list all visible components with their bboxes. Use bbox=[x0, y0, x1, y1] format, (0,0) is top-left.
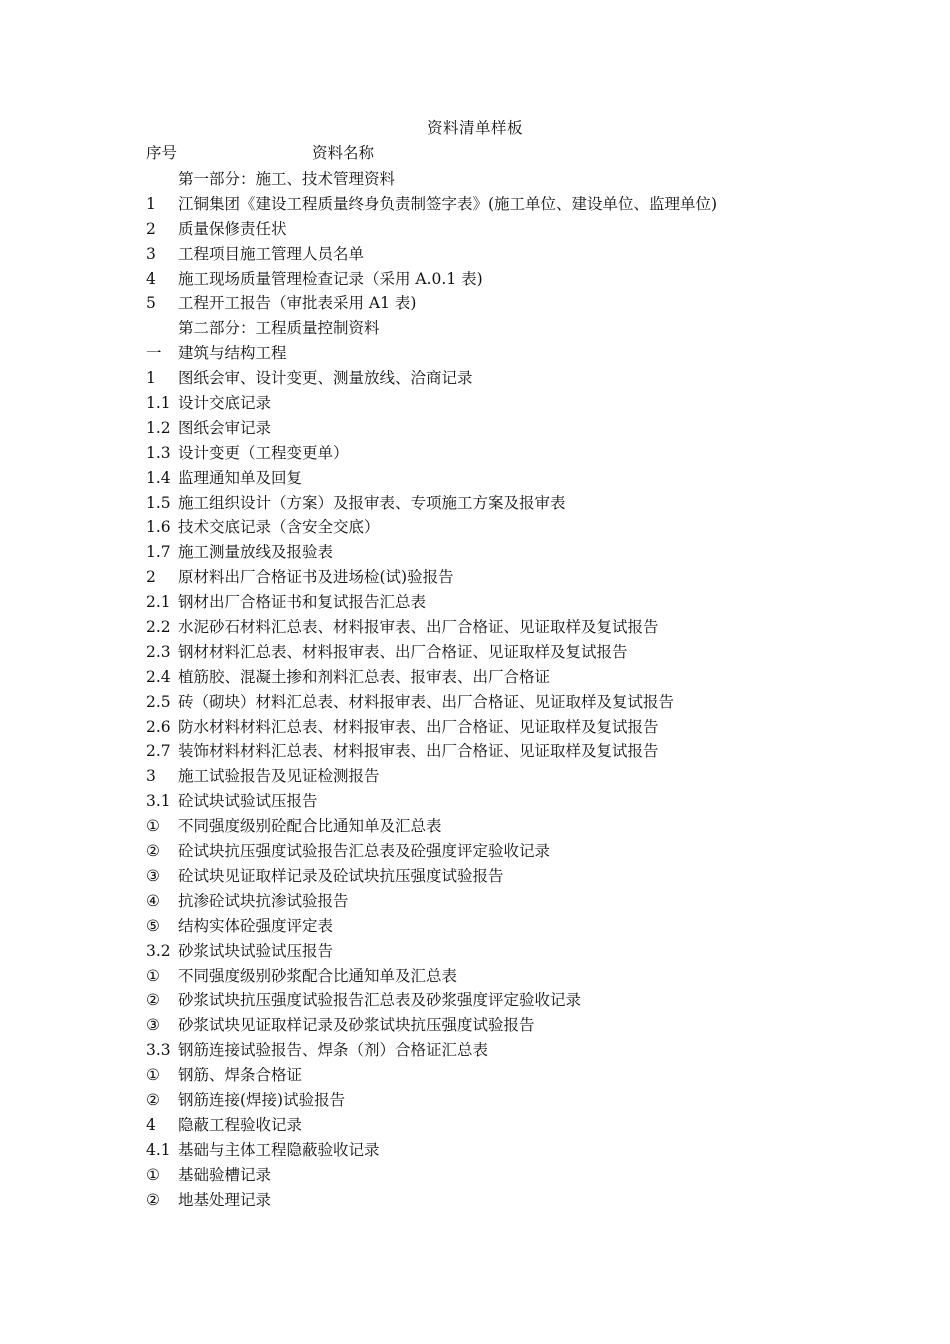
list-item bbox=[146, 590, 826, 615]
list-item bbox=[146, 739, 826, 764]
item-number: ① bbox=[146, 1165, 160, 1184]
item-text: 图纸会审记录 bbox=[178, 418, 272, 437]
item-number: 2.6 bbox=[146, 717, 171, 736]
item-text: 设计变更（工程变更单） bbox=[178, 443, 349, 462]
item-number: 2.3 bbox=[146, 642, 171, 661]
item-text: 江铜集团《建设工程质量终身负责制签字表》(施工单位、建设单位、监理单位) bbox=[178, 194, 718, 213]
item-text: 基础验槽记录 bbox=[178, 1165, 272, 1184]
list-item bbox=[146, 615, 826, 640]
item-number: ① bbox=[146, 817, 160, 836]
section-heading bbox=[146, 316, 826, 341]
item-text: 原材料出厂合格证书及进场检(试)验报告 bbox=[178, 568, 454, 587]
item-text: 水泥砂石材料汇总表、材料报审表、出厂合格证、见证取样及复试报告 bbox=[178, 618, 659, 637]
item-text: 工程项目施工管理人员名单 bbox=[178, 244, 365, 263]
list-item bbox=[146, 839, 826, 864]
item-text: 基础与主体工程隐蔽验收记录 bbox=[178, 1140, 380, 1159]
item-number: ⑤ bbox=[146, 916, 160, 935]
item-text: 隐蔽工程验收记录 bbox=[178, 1115, 303, 1134]
item-text: 第一部分：施工、技术管理资料 bbox=[178, 170, 396, 188]
list-item bbox=[146, 416, 826, 441]
list-item bbox=[146, 242, 826, 267]
list-item bbox=[146, 565, 826, 590]
item-number: 1.2 bbox=[146, 418, 171, 437]
item-number: 4.1 bbox=[146, 1140, 171, 1159]
item-number: 2.1 bbox=[146, 593, 171, 612]
list-item bbox=[146, 1188, 826, 1213]
list-item bbox=[146, 1113, 826, 1138]
item-text: 施工组织设计（方案）及报审表、专项施工方案及报审表 bbox=[178, 493, 566, 512]
item-text: 砼试块见证取样记录及砼试块抗压强度试验报告 bbox=[178, 866, 504, 885]
item-text: 砂浆试块抗压强度试验报告汇总表及砂浆强度评定验收记录 bbox=[178, 991, 582, 1010]
item-text: 钢筋、焊条合格证 bbox=[178, 1066, 303, 1085]
item-number: 2.2 bbox=[146, 618, 171, 637]
section-heading bbox=[146, 167, 826, 192]
list-item bbox=[146, 814, 826, 839]
item-text: 砖（砌块）材料汇总表、材料报审表、出厂合格证、见证取样及复试报告 bbox=[178, 692, 675, 711]
item-text: 监理通知单及回复 bbox=[178, 468, 303, 487]
item-text: 抗渗砼试块抗渗试验报告 bbox=[178, 891, 349, 910]
item-text: 施工现场质量管理检查记录（采用 A.0.1 表) bbox=[178, 269, 483, 288]
list-item bbox=[146, 466, 826, 491]
item-number: ① bbox=[146, 966, 160, 985]
item-number: 2.5 bbox=[146, 692, 171, 711]
item-number: 2 bbox=[146, 568, 156, 587]
item-text: 砼试块抗压强度试验报告汇总表及砼强度评定验收记录 bbox=[178, 842, 551, 861]
list-item bbox=[146, 1038, 826, 1063]
item-number: 1.6 bbox=[146, 518, 171, 537]
list-item bbox=[146, 764, 826, 789]
document-list bbox=[146, 167, 826, 1212]
item-text: 地基处理记录 bbox=[178, 1190, 272, 1209]
item-number: 2 bbox=[146, 219, 156, 238]
item-number: 1.5 bbox=[146, 493, 171, 512]
list-item bbox=[146, 640, 826, 665]
item-number: 2.7 bbox=[146, 742, 171, 761]
item-text: 技术交底记录（含安全交底） bbox=[178, 518, 380, 537]
item-number: 1.3 bbox=[146, 443, 171, 462]
list-item bbox=[146, 1063, 826, 1088]
list-item bbox=[146, 789, 826, 814]
item-number: ② bbox=[146, 842, 160, 861]
item-text: 第二部分：工程质量控制资料 bbox=[178, 319, 380, 338]
list-item bbox=[146, 491, 826, 516]
item-text: 图纸会审、设计变更、测量放线、洽商记录 bbox=[178, 369, 473, 388]
item-text: 施工测量放线及报验表 bbox=[178, 543, 334, 562]
list-item bbox=[146, 366, 826, 391]
list-item bbox=[146, 267, 826, 292]
item-text: 施工试验报告及见证检测报告 bbox=[178, 767, 380, 786]
item-text: 防水材料材料汇总表、材料报审表、出厂合格证、见证取样及复试报告 bbox=[178, 717, 659, 736]
list-item bbox=[146, 715, 826, 740]
item-number: 3.2 bbox=[146, 941, 171, 960]
item-text: 不同强度级别砂浆配合比通知单及汇总表 bbox=[178, 966, 458, 985]
item-number: 5 bbox=[146, 294, 156, 313]
list-item bbox=[146, 391, 826, 416]
list-item bbox=[146, 291, 826, 316]
item-number: ① bbox=[146, 1066, 160, 1085]
list-item bbox=[146, 889, 826, 914]
list-item bbox=[146, 192, 826, 217]
item-number: 3 bbox=[146, 767, 156, 786]
item-number: 3.1 bbox=[146, 792, 171, 811]
item-number: 1 bbox=[146, 194, 156, 213]
list-item bbox=[146, 1088, 826, 1113]
list-item bbox=[146, 964, 826, 989]
header-serial-label: 序号 bbox=[146, 144, 178, 162]
list-item bbox=[146, 540, 826, 565]
list-item bbox=[146, 665, 826, 690]
item-number: ④ bbox=[146, 891, 160, 910]
item-text: 建筑与结构工程 bbox=[178, 344, 287, 363]
item-number: 1.7 bbox=[146, 543, 171, 562]
item-number: 3 bbox=[146, 244, 156, 263]
item-text: 装饰材料材料汇总表、材料报审表、出厂合格证、见证取样及复试报告 bbox=[178, 742, 659, 761]
item-text: 砂浆试块试验试压报告 bbox=[178, 941, 334, 960]
item-text: 钢筋连接试验报告、焊条（剂）合格证汇总表 bbox=[178, 1041, 489, 1060]
list-item bbox=[146, 441, 826, 466]
item-number: 4 bbox=[146, 269, 156, 288]
item-number: ③ bbox=[146, 1016, 160, 1035]
item-number: 3.3 bbox=[146, 1041, 171, 1060]
item-text: 钢筋连接(焊接)试验报告 bbox=[178, 1090, 346, 1109]
list-item bbox=[146, 690, 826, 715]
list-item bbox=[146, 515, 826, 540]
item-number: ② bbox=[146, 1190, 160, 1209]
item-text: 钢材材料汇总表、材料报审表、出厂合格证、见证取样及复试报告 bbox=[178, 642, 628, 661]
list-item bbox=[146, 341, 826, 366]
item-number: 1 bbox=[146, 369, 156, 388]
item-text: 质量保修责任状 bbox=[178, 219, 287, 238]
header-name-label: 资料名称 bbox=[312, 144, 375, 162]
item-number: 一 bbox=[146, 344, 162, 363]
item-number: 4 bbox=[146, 1115, 156, 1134]
item-number: 1.1 bbox=[146, 394, 171, 413]
document-title: 资料清单样板 bbox=[426, 119, 523, 137]
item-text: 砼试块试验试压报告 bbox=[178, 792, 318, 811]
item-text: 砂浆试块见证取样记录及砂浆试块抗压强度试验报告 bbox=[178, 1016, 535, 1035]
list-item bbox=[146, 217, 826, 242]
item-text: 不同强度级别砼配合比通知单及汇总表 bbox=[178, 817, 442, 836]
item-number: ③ bbox=[146, 866, 160, 885]
item-number: ② bbox=[146, 1090, 160, 1109]
item-text: 钢材出厂合格证书和复试报告汇总表 bbox=[178, 593, 427, 612]
item-number: ② bbox=[146, 991, 160, 1010]
list-item bbox=[146, 914, 826, 939]
item-number: 2.4 bbox=[146, 667, 171, 686]
item-text: 植筋胶、混凝土掺和剂料汇总表、报审表、出厂合格证 bbox=[178, 667, 551, 686]
item-text: 设计交底记录 bbox=[178, 394, 272, 413]
list-item bbox=[146, 988, 826, 1013]
list-item bbox=[146, 939, 826, 964]
list-item bbox=[146, 1138, 826, 1163]
list-item bbox=[146, 1013, 826, 1038]
item-text: 结构实体砼强度评定表 bbox=[178, 916, 334, 935]
item-number: 1.4 bbox=[146, 468, 171, 487]
list-item bbox=[146, 1163, 826, 1188]
item-text: 工程开工报告（审批表采用 A1 表) bbox=[178, 294, 417, 313]
list-item bbox=[146, 864, 826, 889]
